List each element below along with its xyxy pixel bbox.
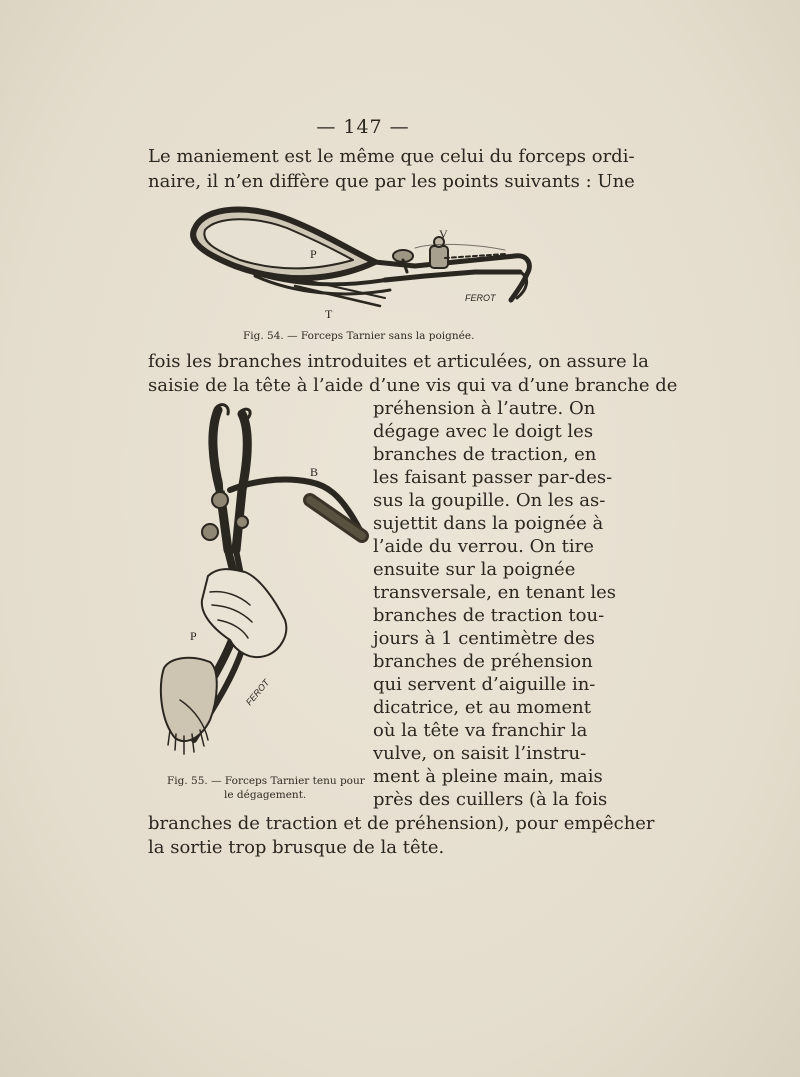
text-line: qui servent d’aiguille in- — [373, 674, 596, 695]
text-line: sus la goupille. On les as- — [373, 490, 606, 511]
text-line: branches de traction, en — [373, 444, 597, 465]
text-line: naire, il n’en diffère que par les points suivants : Une — [148, 171, 635, 192]
figure-54-caption: Fig. 54. — Forceps Tarnier sans la poignée. — [243, 330, 475, 342]
text-line: branches de traction tou- — [373, 605, 605, 626]
text-line: ensuite sur la poignée — [373, 559, 576, 580]
text-line: Le maniement est le même que celui du forceps ordi- — [148, 146, 635, 167]
figure-54-forceps-illustration — [175, 198, 545, 320]
text-line: sujettit dans la poignée à — [373, 513, 604, 534]
text-line: où la tête va franchir la — [373, 720, 588, 741]
text-line: vulve, on saisit l’instru- — [373, 743, 587, 764]
text-line: dicatrice, et au moment — [373, 697, 591, 718]
figure-55-caption-line2: le dégagement. — [224, 789, 307, 801]
text-line: l’aide du verrou. On tire — [373, 536, 594, 557]
page-number: — 147 — — [316, 116, 410, 138]
text-line: près des cuillers (à la fois — [373, 789, 608, 810]
text-line: ment à pleine main, mais — [373, 766, 603, 787]
figure-54-signature: FEROT — [465, 293, 496, 303]
figure-55-label-p: P — [190, 629, 197, 643]
figure-54-label-t: T — [325, 307, 333, 320]
text-line: les faisant passer par-des- — [373, 467, 613, 488]
text-line: préhension à l’autre. On — [373, 398, 596, 419]
figure-55-forceps-hand-illustration — [150, 400, 370, 765]
text-line: fois les branches introduites et articulées, on assure la — [148, 351, 649, 372]
figure-54-label-v: V — [439, 227, 448, 241]
text-line: saisie de la tête à l’aide d’une vis qui va d’une branche de — [148, 375, 678, 396]
text-line: jours à 1 centimètre des — [373, 628, 595, 649]
figure-55-caption-line1: Fig. 55. — Forceps Tarnier tenu pour — [167, 775, 365, 787]
figure-55-label-b: B — [310, 465, 319, 479]
text-line: dégage avec le doigt les — [373, 421, 594, 442]
text-line: branches de préhension — [373, 651, 593, 672]
text-line: transversale, en tenant les — [373, 582, 617, 603]
figure-55-signature: FEROT — [243, 677, 272, 708]
figure-54-label-p: P — [310, 247, 317, 261]
text-line: la sortie trop brusque de la tête. — [148, 837, 445, 858]
text-line: branches de traction et de préhension), pour empêcher — [148, 813, 655, 834]
